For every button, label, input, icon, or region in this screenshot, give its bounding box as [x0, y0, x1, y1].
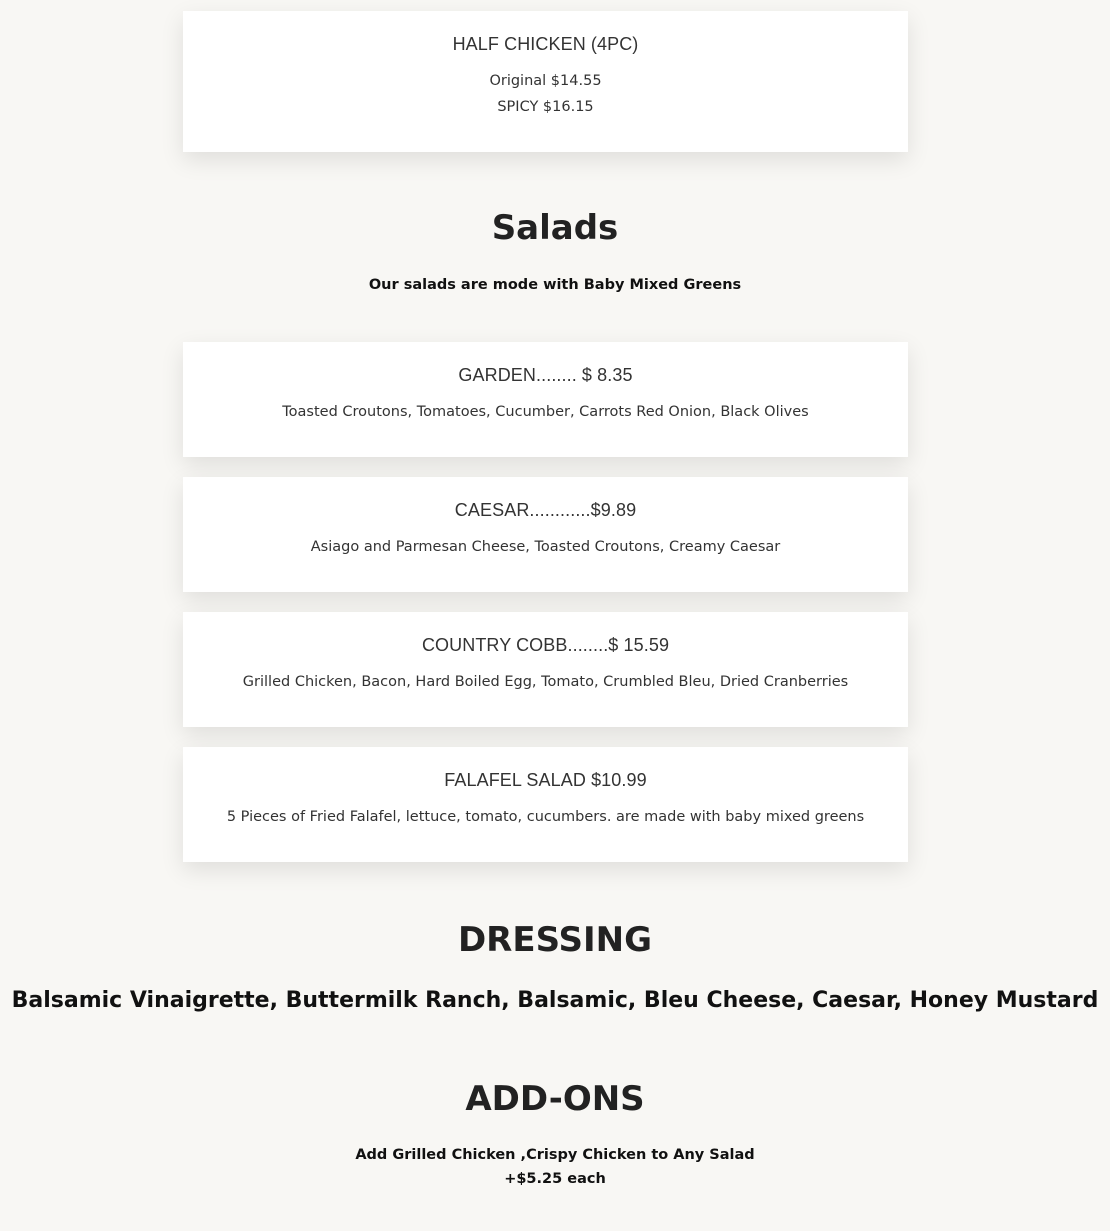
- menu-card-half-chicken: [183, 11, 908, 152]
- addons-heading: ADD-ONS: [465, 1079, 645, 1119]
- dressing-heading: DRESSING: [457, 920, 653, 960]
- menu-item-title: FALAFEL SALAD $10.99: [444, 770, 647, 790]
- menu-item-title: COUNTRY COBB........$ 15.59: [421, 635, 670, 655]
- menu-item-description: Toasted Croutons, Tomatoes, Cucumber, Carrots Red Onion, Black Olives: [282, 404, 809, 420]
- salads-note: Our salads are mode with Baby Mixed Greens: [368, 277, 742, 293]
- menu-item-price-original: Original $14.55: [489, 73, 602, 89]
- menu-item-price-spicy: SPICY $16.15: [497, 99, 594, 115]
- menu-item-description: Grilled Chicken, Bacon, Hard Boiled Egg, Tomato, Crumbled Bleu, Dried Cranberries: [242, 674, 849, 690]
- menu-item-title: HALF CHICKEN (4PC): [452, 34, 639, 54]
- menu-item-description: Asiago and Parmesan Cheese, Toasted Croutons, Creamy Caesar: [310, 539, 781, 555]
- addons-line-1: Add Grilled Chicken ,Crispy Chicken to Any Salad: [355, 1147, 755, 1163]
- menu-card-caesar: [183, 477, 908, 592]
- menu-item-title: GARDEN........ $ 8.35: [458, 365, 633, 385]
- addons-line-2: +$5.25 each: [504, 1171, 606, 1187]
- menu-card-falafel-salad: [183, 747, 908, 862]
- salads-heading: Salads: [491, 208, 619, 248]
- dressing-list: Balsamic Vinaigrette, Buttermilk Ranch, Balsamic, Bleu Cheese, Caesar, Honey Mustard: [11, 988, 1099, 1013]
- menu-card-country-cobb: [183, 612, 908, 727]
- menu-item-title: CAESAR............$9.89: [454, 500, 637, 520]
- menu-card-garden: [183, 342, 908, 457]
- menu-item-description: 5 Pieces of Fried Falafel, lettuce, tomato, cucumbers. are made with baby mixed greens: [226, 809, 865, 825]
